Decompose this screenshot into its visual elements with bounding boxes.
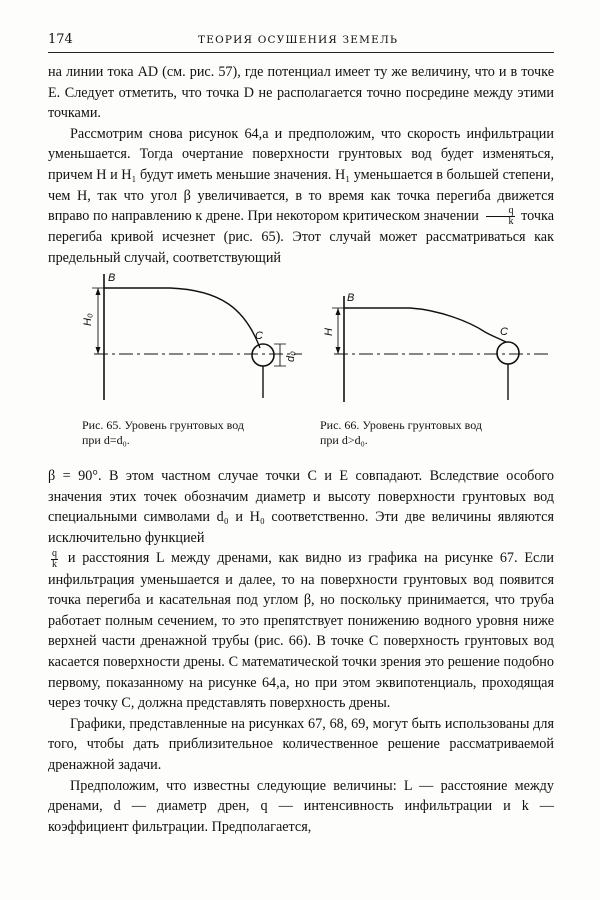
figure-66-label-c: C [500, 326, 508, 338]
figure-66-caption-line2: при d>d₀. [320, 433, 368, 447]
page-header [48, 30, 554, 53]
fraction-denominator: k [508, 216, 514, 228]
figure-66-label-b: B [347, 292, 355, 304]
fraction-q-over-k-2 [51, 549, 58, 570]
paragraph-2-text: Рассмотрим снова рисунок 64,a и предположим, что скорость инфильтрации уменьшается. Тогда очертание поверхности грунтовых вод будет изменяться, причем H и H₁ будут иметь меньшие значения. H₁ уменьшается в большей степени, чем H, так что угол β увеличивается, в то время как точка перегиба движется вправо по направлению к дрене. При некотором критическом значении [48, 125, 554, 225]
figure-66 [320, 290, 555, 410]
figure-65-drawing [80, 268, 305, 413]
fraction-numerator: q [486, 206, 515, 217]
fraction-numerator-2: q [52, 547, 57, 559]
paragraph-3-continued [48, 548, 554, 713]
figure-65-caption-line2: при d=d₀. [82, 433, 130, 447]
page-number: 174 [48, 32, 73, 47]
figure-65-caption [82, 418, 312, 448]
paragraph-3: β = 90°. В этом частном случае точки C и E совпадают. Вследствие особого значения этих точек обозначим диаметр и высоту поверхности грунтовых вод специальными символами d₀ и H₀ соответственно. Эти две величины являются исключительно функцией [48, 468, 554, 546]
fraction-denominator-2: k [52, 558, 57, 570]
figure-66-caption [320, 418, 560, 448]
paragraph-1: на линии тока AD (см. рис. 57), где потенциал имеет ту же величину, что и в точке E. Следует отметить, что точка D не располагается точно посредине между этими точками. [48, 64, 554, 122]
figure-66-drawing [320, 290, 555, 410]
figure-65 [80, 268, 305, 413]
figure-66-label-h: H [323, 328, 335, 336]
figure-65-label-c: C [255, 330, 263, 342]
paragraph-5: Предположим, что известны следующие величины: L — расстояние между дренами, d — диаметр дрен, q — интенсивность инфильтрации и k — коэффициент фильтрации. Предполагается, [48, 777, 554, 835]
figure-65-caption-line1: Рис. 65. Уровень грунтовых вод [82, 418, 245, 432]
figure-65-label-d0: d₀ [285, 351, 297, 362]
paragraph-4: Графики, представленные на рисунках 67, 68, 69, могут быть использованы для того, чтобы дать приблизительное количественное решение рассматриваемой дренажной задачи. [48, 715, 554, 773]
figure-65-label-b: B [108, 272, 116, 284]
running-title: ТЕОРИЯ ОСУШЕНИЯ ЗЕМЕЛЬ [198, 34, 399, 46]
figure-65-label-h0: H₀ [82, 313, 94, 326]
paragraph-3-continuation: и расстояния L между дренами, как видно из графика на рисунке 67. Если инфильтрация уменьшается и далее, то на поверхности грунтовых вод появится точка перегиба и касательная под углом β, но поскольку принимается, что труба работает полным сечением, то это препятствует понижению водного уровня ниже верхней части дренажной трубы (рис. 66). В точке C поверхность грунтовых вод касается поверхности дрены. С математической точки зрения это решение подобно первому, показанному на рисунке 64,a, но при этом эквипотенциаль, проходящая через точку C, должна представлять поверхность дрены. [48, 550, 555, 712]
body-text-bottom [48, 466, 554, 837]
fraction-q-over-k [486, 206, 515, 227]
figure-66-caption-line1: Рис. 66. Уровень грунтовых вод [320, 418, 483, 432]
paragraph-2-continuation: точка перегиба кривой исчезнет (рис. 65). Этот случай может рассматриваться как предельный случай, соответствующий [48, 208, 555, 266]
body-text-top [48, 62, 554, 269]
paragraph-2 [48, 124, 554, 269]
